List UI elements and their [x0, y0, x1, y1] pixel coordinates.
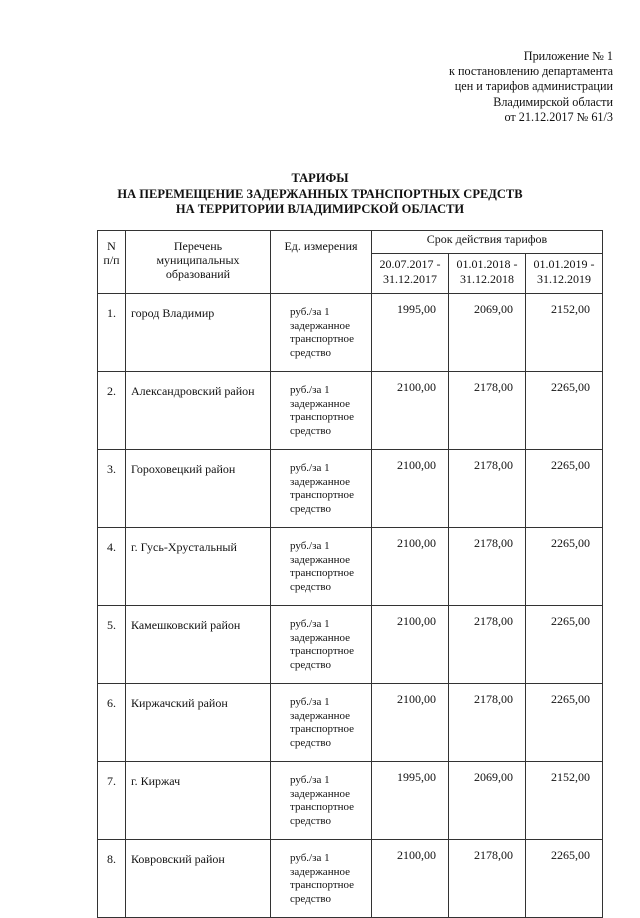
- annex-line-4: Владимирской области: [493, 94, 613, 109]
- tariff-2019: 2265,00: [526, 684, 603, 762]
- unit-line: средство: [290, 424, 332, 437]
- period-to: 31.12.2019: [537, 272, 591, 286]
- header-period-2018: [449, 254, 526, 294]
- tariff-2019: 2152,00: [526, 762, 603, 840]
- annex-line-5: от 21.12.2017 № 61/3: [504, 109, 613, 124]
- unit-of-measure: [271, 762, 372, 840]
- tariff-2018: 2178,00: [449, 450, 526, 528]
- unit-line: транспортное: [290, 879, 355, 891]
- row-number: 3.: [98, 450, 126, 528]
- unit-line: задержанное: [290, 475, 350, 488]
- municipality-name: г. Киржач: [126, 762, 271, 840]
- row-number: 4.: [98, 528, 126, 606]
- tariff-2018: 2178,00: [449, 684, 526, 762]
- unit-line: руб./за 1: [290, 462, 330, 474]
- annex-header: [449, 49, 613, 125]
- tariff-2017: 2100,00: [372, 528, 449, 606]
- unit-of-measure: [271, 528, 372, 606]
- unit-line: руб./за 1: [290, 384, 330, 396]
- tariff-2018: 2069,00: [449, 294, 526, 372]
- tariff-2017: 2100,00: [372, 840, 449, 918]
- header-municipality: [126, 231, 271, 294]
- tariff-2017: 1995,00: [372, 762, 449, 840]
- tariff-2018: 2178,00: [449, 606, 526, 684]
- unit-line: руб./за 1: [290, 540, 330, 552]
- unit-of-measure: [271, 450, 372, 528]
- unit-line: руб./за 1: [290, 306, 330, 318]
- tariff-2018: 2069,00: [449, 762, 526, 840]
- municipality-name: Киржачский район: [126, 684, 271, 762]
- unit-line: средство: [290, 892, 332, 905]
- row-number: 5.: [98, 606, 126, 684]
- unit-line: средство: [290, 346, 332, 359]
- tariff-2019: 2265,00: [526, 840, 603, 918]
- header-period-2017: [372, 254, 449, 294]
- annex-line-2: к постановлению департамента: [449, 64, 613, 79]
- period-from: 01.01.2019 -: [533, 257, 595, 271]
- unit-of-measure: [271, 294, 372, 372]
- tariff-2017: 2100,00: [372, 372, 449, 450]
- row-number: 7.: [98, 762, 126, 840]
- header-name-line-2: муниципальных: [156, 253, 240, 267]
- title-line-1: ТАРИФЫ: [291, 171, 349, 185]
- header-name-line-3: образований: [165, 267, 231, 281]
- tariff-2019: 2152,00: [526, 294, 603, 372]
- header-period-2019: [526, 254, 603, 294]
- unit-of-measure: [271, 840, 372, 918]
- table-row: [98, 450, 603, 528]
- annex-line-3: цен и тарифов администрации: [454, 79, 613, 94]
- table-row: [98, 840, 603, 918]
- tariff-2019: 2265,00: [526, 606, 603, 684]
- unit-line: транспортное: [290, 645, 355, 657]
- period-from: 20.07.2017 -: [379, 257, 441, 271]
- unit-line: руб./за 1: [290, 852, 330, 864]
- tariff-2019: 2265,00: [526, 528, 603, 606]
- row-number: 8.: [98, 840, 126, 918]
- tariff-2018: 2178,00: [449, 840, 526, 918]
- unit-line: задержанное: [290, 709, 350, 722]
- period-to: 31.12.2018: [460, 272, 514, 286]
- unit-line: руб./за 1: [290, 696, 330, 708]
- tariff-2017: 2100,00: [372, 606, 449, 684]
- unit-of-measure: [271, 684, 372, 762]
- header-period: Срок действия тарифов: [372, 231, 603, 254]
- municipality-name: город Владимир: [126, 294, 271, 372]
- municipality-name: Гороховецкий район: [126, 450, 271, 528]
- header-unit: Ед. измерения: [271, 231, 372, 294]
- unit-line: руб./за 1: [290, 774, 330, 786]
- unit-line: задержанное: [290, 397, 350, 410]
- unit-line: задержанное: [290, 631, 350, 644]
- document-title: [0, 171, 640, 218]
- header-name-line-1: Перечень: [173, 239, 223, 253]
- tariff-2018: 2178,00: [449, 528, 526, 606]
- tariff-2019: 2265,00: [526, 450, 603, 528]
- row-number: 6.: [98, 684, 126, 762]
- municipality-name: г. Гусь-Хрустальный: [126, 528, 271, 606]
- tariff-2019: 2265,00: [526, 372, 603, 450]
- header-num-line-1: N: [107, 239, 116, 253]
- header-num-line-2: п/п: [103, 253, 120, 267]
- unit-line: транспортное: [290, 723, 355, 735]
- row-number: 2.: [98, 372, 126, 450]
- unit-line: транспортное: [290, 489, 355, 501]
- tariff-2017: 2100,00: [372, 450, 449, 528]
- unit-line: руб./за 1: [290, 618, 330, 630]
- table-row: [98, 606, 603, 684]
- table-row: [98, 294, 603, 372]
- annex-line-1: Приложение № 1: [523, 49, 613, 63]
- period-from: 01.01.2018 -: [456, 257, 518, 271]
- table-header-row: [98, 231, 603, 254]
- municipality-name: Александровский район: [126, 372, 271, 450]
- table-row: [98, 762, 603, 840]
- title-line-3: НА ТЕРРИТОРИИ ВЛАДИМИРСКОЙ ОБЛАСТИ: [175, 202, 465, 216]
- unit-line: задержанное: [290, 553, 350, 566]
- table-row: [98, 684, 603, 762]
- title-line-2: НА ПЕРЕМЕЩЕНИЕ ЗАДЕРЖАННЫХ ТРАНСПОРТНЫХ СРЕДСТВ: [117, 186, 523, 201]
- table-row: [98, 528, 603, 606]
- header-num: [98, 231, 126, 294]
- unit-line: средство: [290, 736, 332, 749]
- tariff-2017: 2100,00: [372, 684, 449, 762]
- tariffs-table: [97, 230, 603, 918]
- unit-line: транспортное: [290, 567, 355, 579]
- period-to: 31.12.2017: [383, 272, 437, 286]
- unit-line: задержанное: [290, 787, 350, 800]
- tariff-2018: 2178,00: [449, 372, 526, 450]
- tariff-2017: 1995,00: [372, 294, 449, 372]
- unit-of-measure: [271, 606, 372, 684]
- municipality-name: Ковровский район: [126, 840, 271, 918]
- row-number: 1.: [98, 294, 126, 372]
- unit-line: средство: [290, 658, 332, 671]
- unit-line: средство: [290, 502, 332, 515]
- unit-line: задержанное: [290, 319, 350, 332]
- unit-of-measure: [271, 372, 372, 450]
- unit-line: транспортное: [290, 333, 355, 345]
- unit-line: транспортное: [290, 411, 355, 423]
- unit-line: средство: [290, 580, 332, 593]
- table-row: [98, 372, 603, 450]
- table-body: [98, 294, 603, 918]
- municipality-name: Камешковский район: [126, 606, 271, 684]
- unit-line: задержанное: [290, 865, 350, 878]
- unit-line: транспортное: [290, 801, 355, 813]
- unit-line: средство: [290, 814, 332, 827]
